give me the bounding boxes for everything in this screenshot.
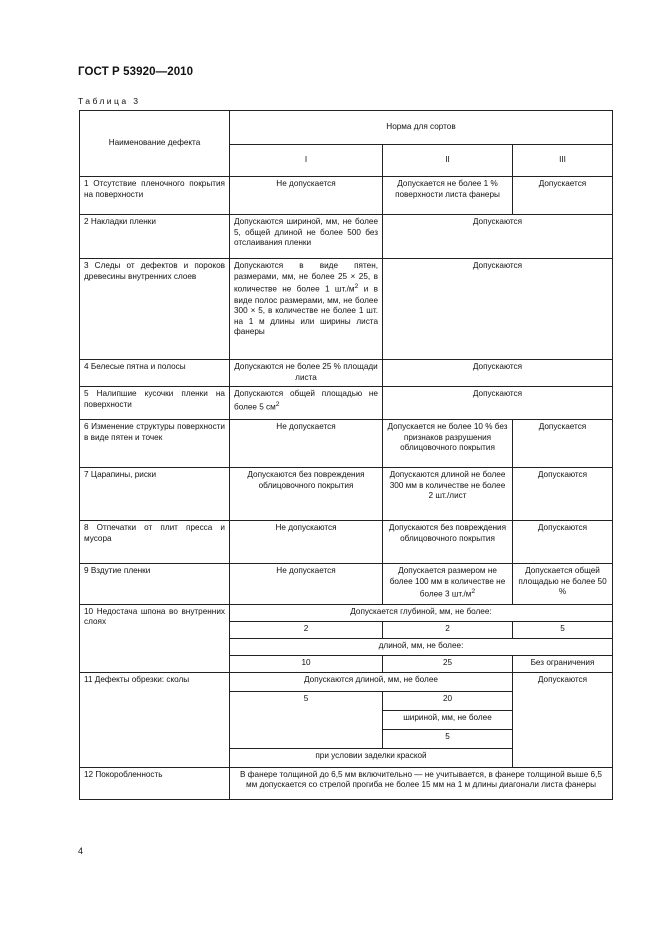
- grade-3-depth: 5: [513, 621, 613, 638]
- superscript: 2: [275, 400, 280, 408]
- defect-name: 7 Царапины, риски: [80, 468, 230, 521]
- table-row: [80, 259, 613, 360]
- grade-2-3-norm: Допускаются: [383, 259, 613, 360]
- norm-text: Допускаются в виде пятен, размерами, мм, не более 25 × 25, в количестве не более 1 шт./м: [234, 261, 378, 294]
- grade-1-norm: Не допускается: [230, 420, 383, 468]
- column-header-norm: Норма для сортов: [230, 111, 613, 145]
- condition-note: при условии заделки краской: [230, 748, 513, 767]
- defect-name: 9 Вздутие пленки: [80, 564, 230, 605]
- norm-text: Допускается размером не более 100 мм в количестве не более 3 шт./м: [389, 566, 506, 600]
- grade-1-norm: Не допускается: [230, 177, 383, 215]
- defect-name: 5 Налипшие кусочки пленки на поверхности: [80, 387, 230, 420]
- length-label: Допускаются длиной, мм, не более: [230, 672, 513, 691]
- grade-3-norm: Допускаются: [513, 672, 613, 767]
- width-label: шириной, мм, не более: [383, 710, 513, 729]
- table-row: [80, 420, 613, 468]
- table-row: [80, 564, 613, 605]
- column-header-defect-name: Наименование дефекта: [80, 111, 230, 177]
- column-header-grade-3: III: [513, 145, 613, 177]
- table-row: [80, 177, 613, 215]
- norm-text: и в виде полос размерами, мм, не более 300 × 5, в количестве не более 1 шт. на 1 м длины или ширины листа фанеры: [234, 284, 378, 337]
- grade-2-3-norm: Допускаются: [383, 360, 613, 387]
- column-header-grade-2: II: [383, 145, 513, 177]
- grade-2-length: 20: [383, 691, 513, 710]
- grade-2-depth: 2: [383, 621, 513, 638]
- superscript: 2: [354, 283, 359, 291]
- column-header-grade-1: I: [230, 145, 383, 177]
- table-row: [80, 360, 613, 387]
- all-grades-norm: В фанере толщиной до 6,5 мм включительно — не учитывается, в фанере толщиной выше 6,5 мм допускается со стрелой прогиба не более 15 мм на 1 м длины диагонали листа фанеры: [230, 767, 613, 799]
- grade-2-3-norm: Допускаются: [383, 215, 613, 259]
- table-row: [80, 521, 613, 564]
- table-row: [80, 604, 613, 621]
- table-row: [80, 468, 613, 521]
- grade-1-length: 5: [230, 691, 383, 748]
- table-row: [80, 672, 613, 691]
- grade-3-norm: Допускаются: [513, 521, 613, 564]
- defect-name: 12 Покоробленность: [80, 767, 230, 799]
- grade-1-length: 10: [230, 655, 383, 672]
- document-header: ГОСТ Р 53920—2010: [78, 66, 194, 78]
- grade-3-norm: Допускается: [513, 177, 613, 215]
- grade-2-norm: [383, 564, 513, 605]
- grade-1-norm: [230, 259, 383, 360]
- defect-name: 2 Накладки пленки: [80, 215, 230, 259]
- grade-2-norm: Допускаются длиной не более 300 мм в количестве не более 2 шт./лист: [383, 468, 513, 521]
- grade-2-width: 5: [383, 729, 513, 748]
- table-row: [80, 387, 613, 420]
- grade-3-norm: Допускается общей площадью не более 50 %: [513, 564, 613, 605]
- superscript: 2: [471, 588, 476, 596]
- grade-2-norm: Допускается не более 1 % поверхности листа фанеры: [383, 177, 513, 215]
- grade-1-norm: [230, 387, 383, 420]
- grade-1-norm: Не допускаются: [230, 521, 383, 564]
- grade-3-norm: Допускаются: [513, 468, 613, 521]
- grade-2-norm: Допускается не более 10 % без признаков разрушения облицовочного покрытия: [383, 420, 513, 468]
- length-label: длиной, мм, не более:: [230, 638, 613, 655]
- defect-name: 4 Белесые пятна и полосы: [80, 360, 230, 387]
- grade-2-length: 25: [383, 655, 513, 672]
- grade-1-norm: Не допускается: [230, 564, 383, 605]
- table-caption: Таблица 3: [78, 96, 141, 106]
- grade-1-norm: Допускаются шириной, мм, не более 5, общей длиной не более 500 без отслаивания пленки: [230, 215, 383, 259]
- table-row: [80, 767, 613, 799]
- table-row: [80, 215, 613, 259]
- grade-1-depth: 2: [230, 621, 383, 638]
- defect-name: 8 Отпечатки от плит пресса и мусора: [80, 521, 230, 564]
- page-number: 4: [78, 846, 84, 856]
- norm-text: Допускаются общей площадью не более 5 см: [234, 389, 378, 412]
- grade-3-norm: Допускается: [513, 420, 613, 468]
- grade-1-norm: Допускаются не более 25 % площади листа: [230, 360, 383, 387]
- grade-2-norm: Допускаются без повреждения облицовочного покрытия: [383, 521, 513, 564]
- defect-name: 3 Следы от дефектов и пороков древесины внутренних слоев: [80, 259, 230, 360]
- defect-name: 6 Изменение структуры поверхности в виде пятен и точек: [80, 420, 230, 468]
- defect-name: 11 Дефекты обрезки: сколы: [80, 672, 230, 767]
- grade-3-length: Без ограничения: [513, 655, 613, 672]
- defects-table: [79, 110, 613, 800]
- defect-name: 10 Недостача шпона во внутренних слоях: [80, 604, 230, 672]
- grade-1-norm: Допускаются без повреждения облицовочного покрытия: [230, 468, 383, 521]
- defect-name: 1 Отсутствие пленочного покрытия на поверхности: [80, 177, 230, 215]
- grade-2-3-norm: Допускаются: [383, 387, 613, 420]
- depth-label: Допускается глубиной, мм, не более:: [230, 604, 613, 621]
